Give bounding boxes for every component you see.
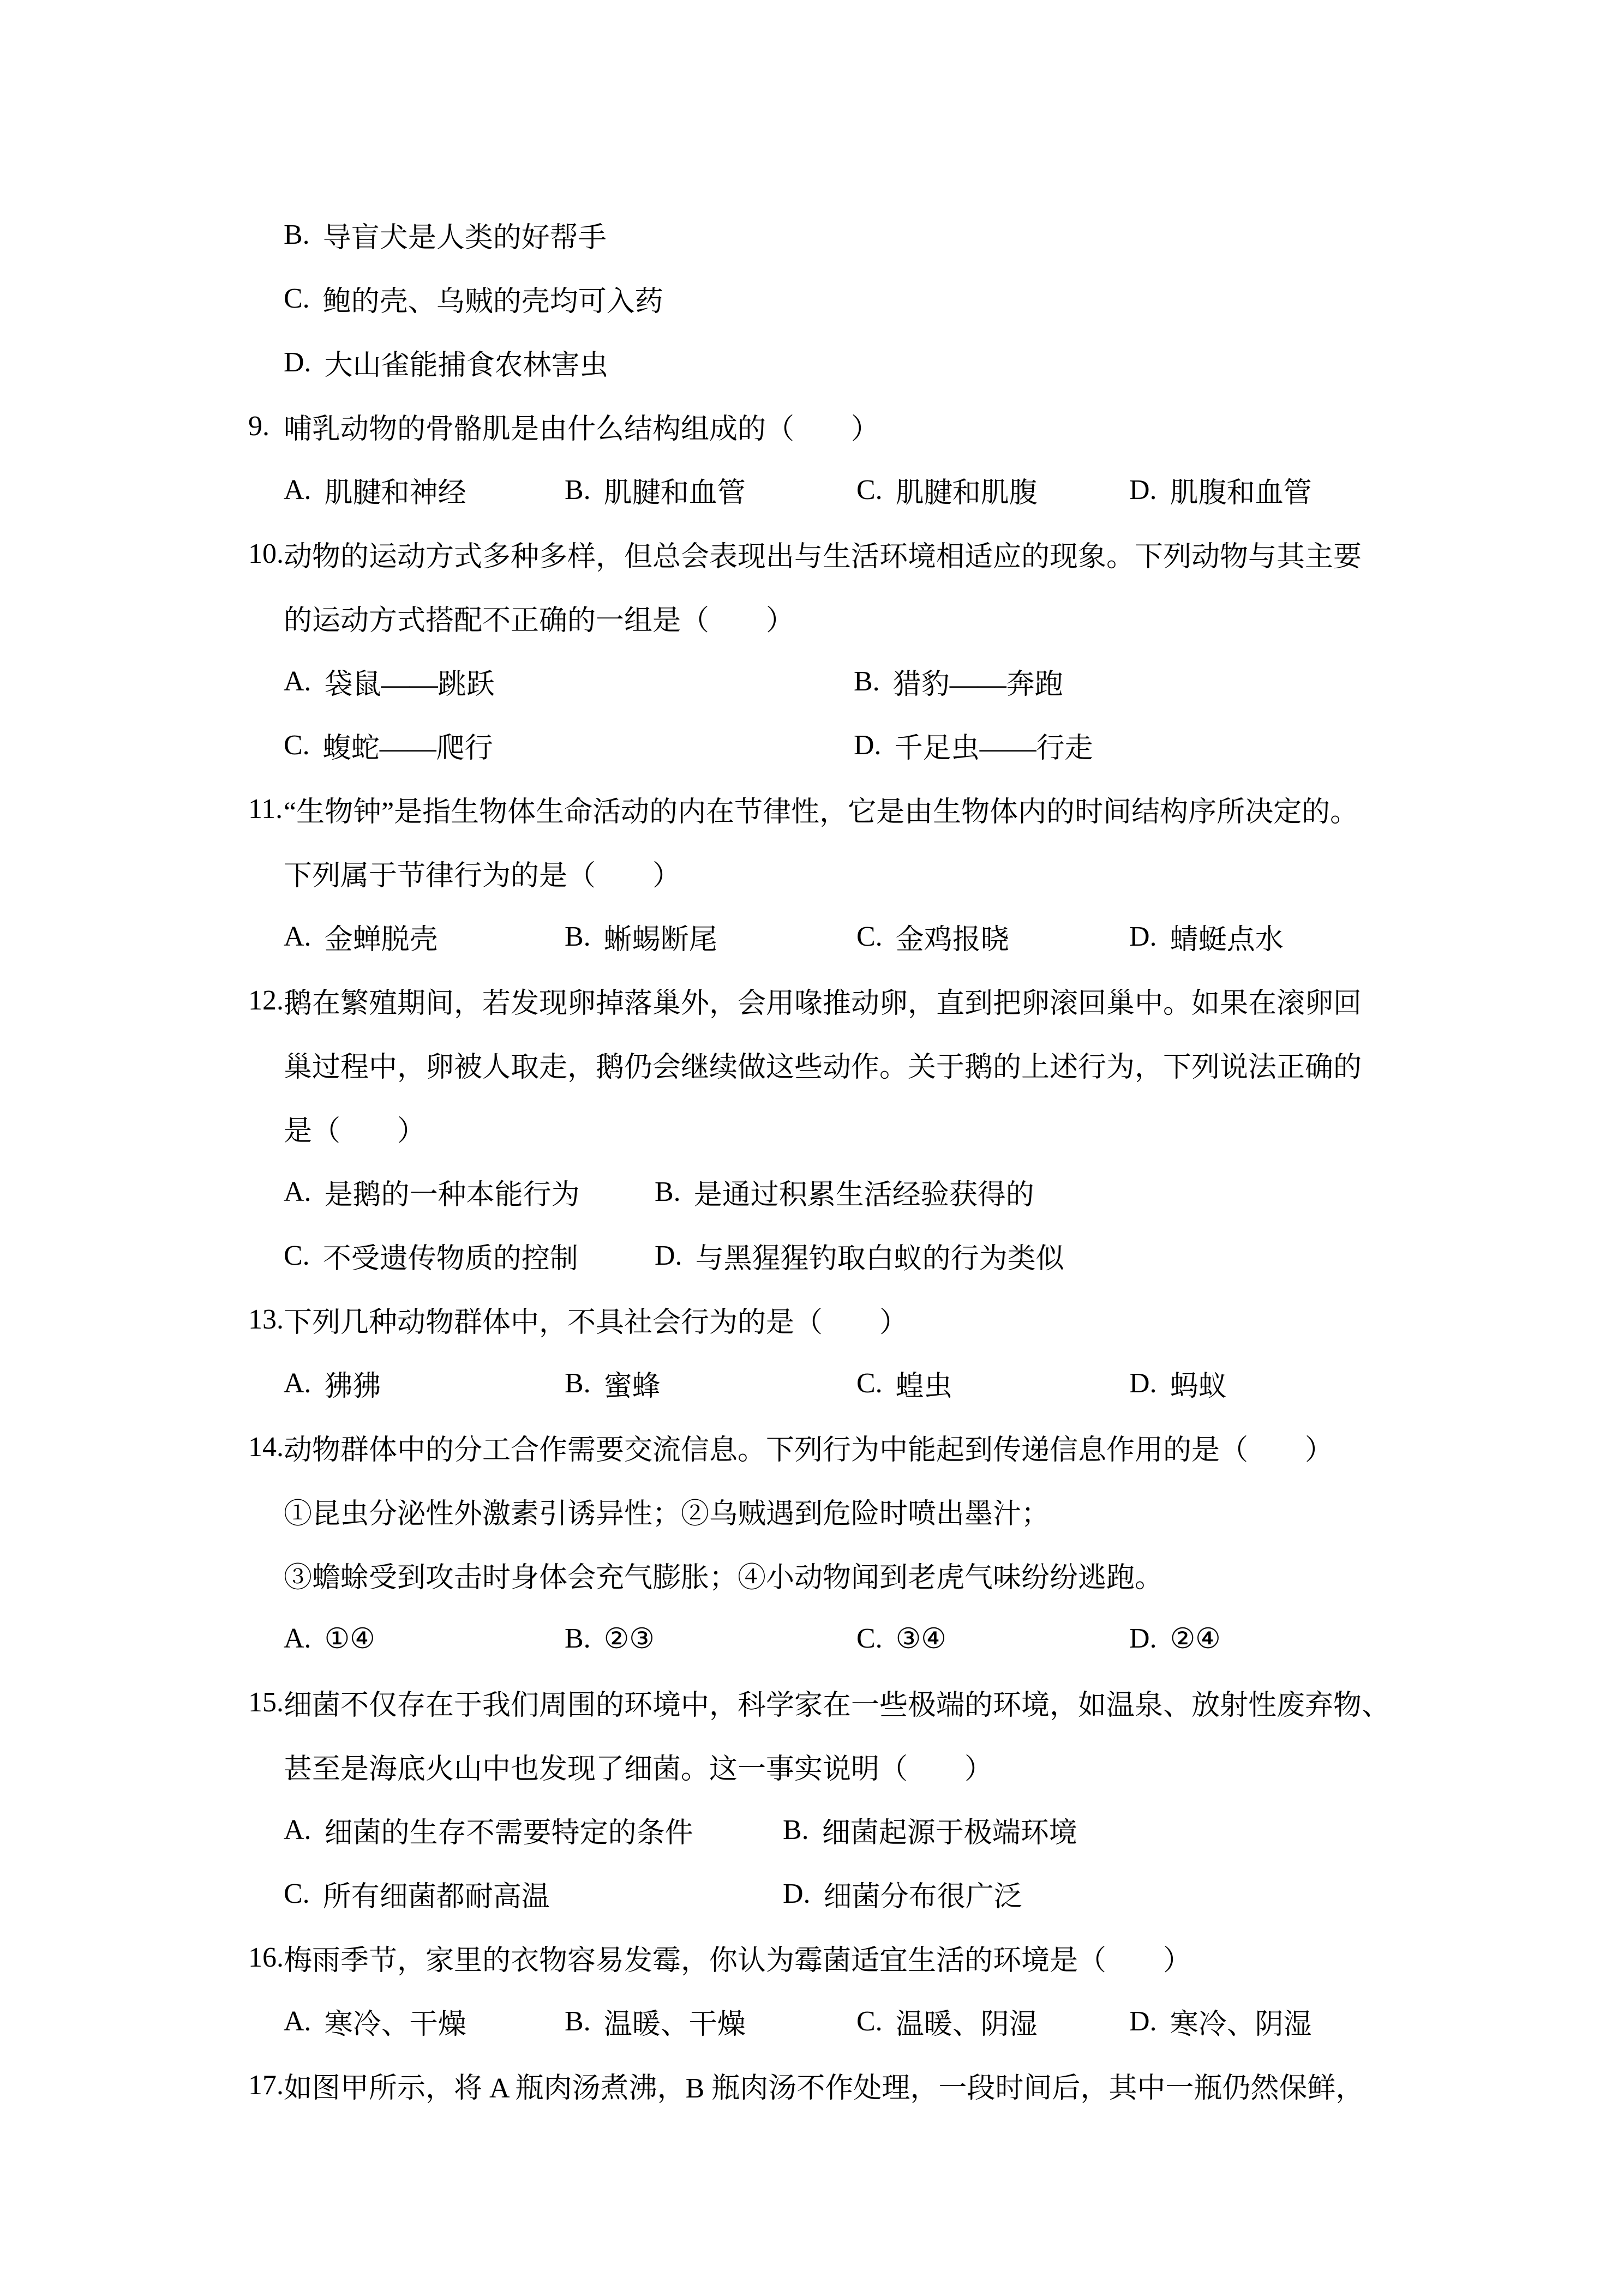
option-letter: A. <box>284 921 311 952</box>
option-text: 金蝉脱壳 <box>324 924 438 955</box>
option-text: 导盲犬是人类的好帮手 <box>322 223 607 254</box>
option <box>856 1363 1129 1404</box>
option <box>783 1810 1077 1850</box>
option-letter: C. <box>284 730 310 761</box>
option-text: 蜻蜓点水 <box>1170 924 1284 955</box>
question-stem: 动物群体中的分工合作需要交流信息。下列行为中能起到传递信息作用的是（ ） <box>284 1435 1334 1466</box>
question-stem-line <box>236 1032 1597 1096</box>
question-stem-line <box>236 1415 1597 1479</box>
question-number: 17. <box>248 2070 284 2101</box>
question-8-partial <box>236 203 1597 394</box>
option-text: 细菌的生存不需要特定的条件 <box>324 1818 693 1849</box>
option-letter: A. <box>284 1176 311 1207</box>
options-row <box>236 1607 1597 1670</box>
options-row <box>236 458 1597 522</box>
option-text: 蝗虫 <box>895 1371 952 1402</box>
option-letter: B. <box>565 474 591 506</box>
options-row <box>236 1990 1597 2053</box>
option-text: ②④ <box>1170 1623 1221 1655</box>
question-number: 11. <box>248 794 283 825</box>
question-16 <box>236 1926 1597 2053</box>
question-stem: 哺乳动物的骨骼肌是由什么结构组成的（ ） <box>284 414 880 445</box>
option <box>284 1810 783 1850</box>
option-letter: D. <box>1129 474 1157 506</box>
option-letter: B. <box>783 1814 809 1846</box>
question-stem-line <box>236 1670 1597 1734</box>
option-row <box>236 330 1597 394</box>
option <box>1129 470 1312 510</box>
option-letter: C. <box>856 474 883 506</box>
question-stem: 梅雨季节，家里的衣物容易发霉，你认为霉菌适宜生活的环境是（ ） <box>284 1945 1192 1976</box>
question-11 <box>236 777 1597 969</box>
option-text: 肌腹和血管 <box>1170 478 1312 509</box>
option-letter: C. <box>856 1623 883 1654</box>
option-letter: A. <box>284 474 311 506</box>
question-stem-line <box>236 1288 1597 1351</box>
question-stem: 下列属于节律行为的是（ ） <box>284 861 681 892</box>
question-15 <box>236 1670 1597 1926</box>
option-text: 蝮蛇——爬行 <box>322 733 493 764</box>
question-stem-line <box>236 777 1597 841</box>
option-row <box>236 267 1597 330</box>
question-stem: 下列几种动物群体中，不具社会行为的是（ ） <box>284 1307 908 1338</box>
option-letter: C. <box>856 921 883 952</box>
option <box>565 1363 856 1404</box>
option <box>854 661 1063 702</box>
options-row <box>236 1351 1597 1415</box>
options-row <box>236 905 1597 969</box>
option-text: 千足虫——行走 <box>894 733 1093 764</box>
option <box>284 1622 565 1655</box>
option <box>856 916 1129 957</box>
option-letter: A. <box>284 1814 311 1846</box>
option-letter: B. <box>565 1623 591 1654</box>
option <box>284 1873 783 1914</box>
option-text: 寒冷、干燥 <box>324 2009 466 2040</box>
options-row <box>236 1862 1597 1926</box>
option-text: ③④ <box>895 1623 946 1655</box>
option-letter: A. <box>284 1368 311 1399</box>
option-letter: C. <box>284 1240 310 1271</box>
option-letter: B. <box>854 666 880 697</box>
question-number: 9. <box>248 411 269 442</box>
numbered-item-line <box>236 1543 1597 1607</box>
option-text: 是鹅的一种本能行为 <box>324 1180 580 1211</box>
option <box>284 1363 565 1404</box>
option-text: 细菌起源于极端环境 <box>822 1818 1077 1849</box>
option-text: 大山雀能捕食农林害虫 <box>324 350 608 381</box>
option <box>854 725 1093 766</box>
question-17-partial <box>236 2053 1597 2117</box>
option-letter: D. <box>1129 1623 1157 1654</box>
options-row <box>236 1224 1597 1288</box>
option <box>284 2001 565 2042</box>
option <box>565 470 856 510</box>
question-10 <box>236 522 1597 777</box>
question-stem: 如图甲所示，将 A 瓶肉汤煮沸，B 瓶肉汤不作处理，一段时间后，其中一瓶仍然保鲜， <box>284 2073 1364 2104</box>
option-letter: C. <box>856 2006 883 2037</box>
question-number: 12. <box>248 985 284 1016</box>
question-number: 13. <box>248 1304 284 1335</box>
question-stem: 甚至是海底火山中也发现了细菌。这一事实说明（ ） <box>284 1754 993 1785</box>
options-row <box>236 713 1597 777</box>
option-letter: A. <box>284 1623 311 1654</box>
option-text: 肌腱和肌腹 <box>895 478 1038 509</box>
option-text: 蜥蜴断尾 <box>603 924 717 955</box>
question-number: 10. <box>248 538 284 569</box>
option <box>856 470 1129 510</box>
question-stem-line <box>236 586 1597 650</box>
question-stem: 动物的运动方式多种多样，但总会表现出与生活环境相适应的现象。下列动物与其主要 <box>284 542 1362 573</box>
option <box>783 1873 1022 1914</box>
option <box>565 1622 856 1655</box>
option-text: 狒狒 <box>324 1371 381 1402</box>
question-stem: 的运动方式搭配不正确的一组是（ ） <box>284 605 795 636</box>
option <box>1129 1622 1221 1655</box>
option-letter: A. <box>284 2006 311 2037</box>
option-text: 肌腱和血管 <box>603 478 746 509</box>
option-text: 是通过积累生活经验获得的 <box>693 1180 1034 1211</box>
question-number: 15. <box>248 1687 284 1718</box>
option-text: 金鸡报晓 <box>895 924 1009 955</box>
option-letter: D. <box>1129 1368 1157 1399</box>
option <box>284 725 854 766</box>
option <box>1129 916 1284 957</box>
questions-area <box>236 203 1597 2117</box>
option-letter: D. <box>783 1878 811 1909</box>
option-text: 蚂蚁 <box>1170 1371 1227 1402</box>
option-text: ①④ <box>324 1623 375 1655</box>
option <box>856 1622 1129 1655</box>
question-stem-line <box>236 2053 1597 2117</box>
option-text: 蜜蜂 <box>603 1371 661 1402</box>
option-letter: C. <box>284 283 310 314</box>
option <box>284 470 565 510</box>
option <box>655 1171 1034 1212</box>
option-row <box>236 203 1597 267</box>
question-stem-line <box>236 969 1597 1032</box>
question-stem: “生物钟”是指生物体生命活动的内在节律性，它是由生物体内的时间结构序所决定的。 <box>284 797 1359 828</box>
option-text: 与黑猩猩钓取白蚁的行为类似 <box>695 1243 1064 1275</box>
option-text: 不受遗传物质的控制 <box>322 1243 578 1275</box>
option <box>856 2001 1129 2042</box>
option-letter: B. <box>565 1368 591 1399</box>
question-stem: 细菌不仅存在于我们周围的环境中，科学家在一些极端的环境，如温泉、放射性废弃物、 <box>284 1690 1391 1721</box>
question-stem-line <box>236 1734 1597 1798</box>
question-stem: 是（ ） <box>284 1116 426 1147</box>
options-row <box>236 1798 1597 1862</box>
option-text: ②③ <box>603 1623 655 1655</box>
option-text: 猎豹——奔跑 <box>892 669 1063 700</box>
option <box>284 1171 655 1212</box>
question-13 <box>236 1288 1597 1415</box>
options-row <box>236 650 1597 713</box>
option-text: 细菌分布很广泛 <box>823 1882 1022 1913</box>
option <box>565 916 856 957</box>
option-text: 鲍的壳、乌贼的壳均可入药 <box>322 286 663 317</box>
option <box>284 1235 655 1276</box>
numbered-items: ①昆虫分泌性外激素引诱异性；②乌贼遇到危险时喷出墨汁； <box>284 1499 1050 1530</box>
option-letter: C. <box>856 1368 883 1399</box>
numbered-item-line <box>236 1479 1597 1543</box>
question-stem-line <box>236 522 1597 586</box>
option-letter: C. <box>284 1878 310 1909</box>
question-12 <box>236 969 1597 1288</box>
option-letter: B. <box>284 219 310 250</box>
option <box>1129 1363 1227 1404</box>
question-stem-line <box>236 1926 1597 1990</box>
option <box>565 2001 856 2042</box>
option-letter: D. <box>1129 921 1157 952</box>
option <box>1129 2001 1312 2042</box>
option-text: 温暖、阴湿 <box>895 2009 1038 2040</box>
option-letter: D. <box>854 730 882 761</box>
question-number: 14. <box>248 1432 284 1463</box>
option-letter: B. <box>565 2006 591 2037</box>
option-letter: B. <box>565 921 591 952</box>
numbered-items: ③蟾蜍受到攻击时身体会充气膨胀；④小动物闻到老虎气味纷纷逃跑。 <box>284 1562 1164 1594</box>
option-text: 所有细菌都耐高温 <box>322 1882 550 1913</box>
option-text: 肌腱和神经 <box>324 478 466 509</box>
option-letter: D. <box>284 347 311 378</box>
option-letter: B. <box>655 1176 681 1207</box>
question-stem-line <box>236 1096 1597 1160</box>
option-letter: D. <box>655 1240 682 1271</box>
question-stem-line <box>236 394 1597 458</box>
question-9 <box>236 394 1597 522</box>
options-row <box>236 1160 1597 1224</box>
option-text: 温暖、干燥 <box>603 2009 746 2040</box>
option <box>655 1235 1064 1276</box>
option-text: 寒冷、阴湿 <box>1170 2009 1312 2040</box>
option-text: 袋鼠——跳跃 <box>324 669 495 700</box>
question-number: 16. <box>248 1942 284 1973</box>
option <box>284 916 565 957</box>
question-stem: 鹅在繁殖期间，若发现卵掉落巢外，会用喙推动卵，直到把卵滚回巢中。如果在滚卵回 <box>284 988 1362 1019</box>
option-letter: A. <box>284 666 311 697</box>
option <box>284 661 854 702</box>
question-stem: 巢过程中，卵被人取走，鹅仍会继续做这些动作。关于鹅的上述行为，下列说法正确的 <box>284 1052 1362 1083</box>
question-stem-line <box>236 841 1597 905</box>
question-14 <box>236 1415 1597 1670</box>
option-letter: D. <box>1129 2006 1157 2037</box>
